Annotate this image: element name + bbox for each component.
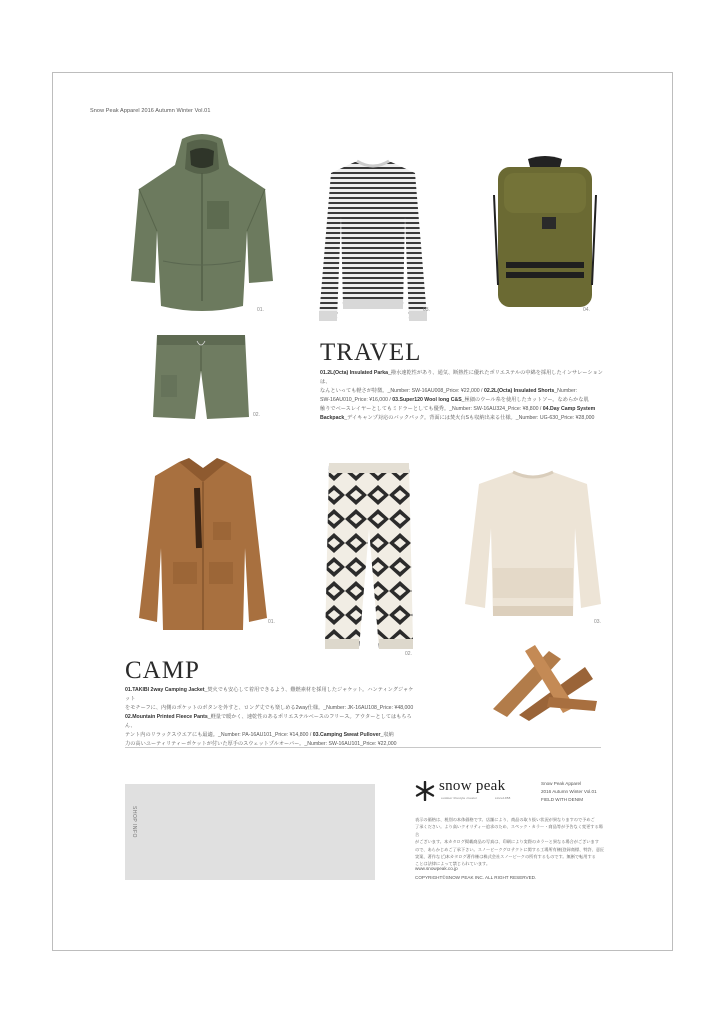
snowflake-icon [415, 781, 435, 801]
logo-wordmark: snow peak [439, 778, 506, 794]
desc-product-name: 01.2L(Octa) Insulated Parka [320, 370, 389, 376]
desc-text: テント内のリラックスウエアにも最適。_Number: PA-16AU101_Price: ¥14,800 / [125, 732, 313, 738]
snow-peak-logo [415, 778, 535, 804]
shop-info-box [125, 784, 375, 880]
desc-text: _デイキャンプ対応のバックパック。背面には焚火台Sも収納出来る仕様。_Number: UG-630_Price: ¥28,000 [344, 415, 595, 421]
desc-product-name: 02.2L(Octa) Insulated Shorts [483, 388, 555, 394]
notice-line: ことは法律によって禁じられています。 [415, 861, 491, 867]
desc-text: _収納 [380, 732, 394, 738]
desc-product-name: 03.Camping Sweat Pullover [312, 732, 381, 738]
item-number: 03. [594, 619, 601, 625]
notice-line: がございます。本カタログ掲載商品の写真は、印刷により実際のカラーと異なる場合がございます [415, 839, 599, 845]
notice-line: 了承ください。より高いクオリティー追求のため、スペック・カラー・商品等が予告なく変更する場合 [415, 824, 603, 837]
item-number: 03. [423, 307, 430, 313]
day-camp-backpack-image [490, 155, 600, 315]
website-url[interactable]: www.snowpeak.co.jp [415, 866, 458, 871]
legal-notice [415, 816, 605, 868]
item-number: 04. [583, 307, 590, 313]
desc-text: _Number: [554, 388, 578, 394]
desc-text: 触りでベースレイヤーとしてもミドラーとしても優秀。_Number: SW-16AU324_Price: ¥8,800 / [320, 406, 543, 412]
camping-sweat-pullover-image [463, 468, 603, 620]
logo-since: since1958 [495, 796, 511, 800]
desc-text: 力の高いユーティリティーポケットが付いた厚手のスウェットプルオーバー。_Number: SW-16AU101_Price: ¥22,000 [125, 741, 397, 747]
desc-product-name: 01.TAKIBI 2way Camping Jacket [125, 687, 205, 693]
printed-fleece-pants-image [323, 459, 415, 659]
desc-product-name: 04.Day Camp System [542, 406, 596, 412]
copyright: COPYRIGHT©SNOW PEAK INC. ALL RIGHT RESERVED. [415, 875, 537, 880]
notice-line: 実案、著作など)本カタログ著作権は株式会社スノーピークの所有するものです。無断で転用する [415, 854, 596, 860]
footer-meta [541, 780, 597, 804]
footer-season: 2016 Autumn Winter Vol.01 [541, 789, 597, 794]
firewood-image [489, 637, 601, 721]
desc-product-name: 03.Super120 Wool long C&S [392, 397, 462, 403]
desc-text: なんといっても軽さが特徴。_Number: SW-16AU008_Price: ¥22,000 / [320, 388, 484, 394]
takibi-camping-jacket-image [133, 458, 273, 638]
catalog-header: Snow Peak Apparel 2016 Autumn Winter Vol.01 [90, 108, 211, 114]
notice-line: ので、あらかじめご了承下さい。スノーピークグロテクトに関する工場所有権(登録商標、特許、意匠 [415, 846, 605, 852]
insulated-shorts-image [151, 331, 251, 423]
travel-description [320, 369, 606, 423]
footer-brand: Snow Peak Apparel [541, 781, 582, 786]
notice-line: 表示の価格は、税別の本体価格です。店舗により、商品の取り扱い状況が異なりますので予めご [415, 817, 595, 822]
travel-section-title: TRAVEL [320, 339, 422, 366]
item-number: 02. [405, 651, 412, 657]
item-number: 01. [268, 619, 275, 625]
insulated-parka-image [127, 131, 277, 316]
desc-text: _撥水速乾性があり、通気、断熱性に優れたポリエステルの中綿を採用したインサレーションは、 [320, 370, 603, 385]
shop-info-label: SHOP INFO [131, 806, 137, 838]
desc-product-name: Backpack [320, 415, 345, 421]
item-number: 01. [257, 307, 264, 313]
desc-text: _極細のウール糸を使用したカットソー。なめらかな肌 [461, 397, 589, 403]
section-divider [125, 747, 601, 748]
catalog-page [52, 72, 673, 951]
desc-text: をモチーフに、内側のポケットのボタンを外すと、ロング丈でも楽しめる2way仕様。_Number: JK-16AU108_Price: ¥48,000 [125, 705, 414, 711]
desc-text: SW-16AU010_Price: ¥16,000 / [320, 397, 393, 403]
logo-tagline: outdoor lifestyle creator [441, 796, 478, 800]
footer-theme: FIELD WITH DENIM [541, 797, 584, 802]
desc-text: _軽量で暖かく、速乾性のあるポリエステルベースのフリース。アウターとしてはもちろん、 [125, 714, 412, 729]
desc-product-name: 02.Mountain Printed Fleece Pants [125, 714, 208, 720]
item-number: 02. [253, 412, 260, 418]
desc-text: _焚火でも安心して着用できるよう、難燃素材を採用したジャケット。ハンティングジャケット [125, 687, 414, 702]
camp-description [125, 686, 415, 749]
wool-long-tee-image [317, 157, 429, 329]
camp-section-title: CAMP [125, 657, 200, 684]
